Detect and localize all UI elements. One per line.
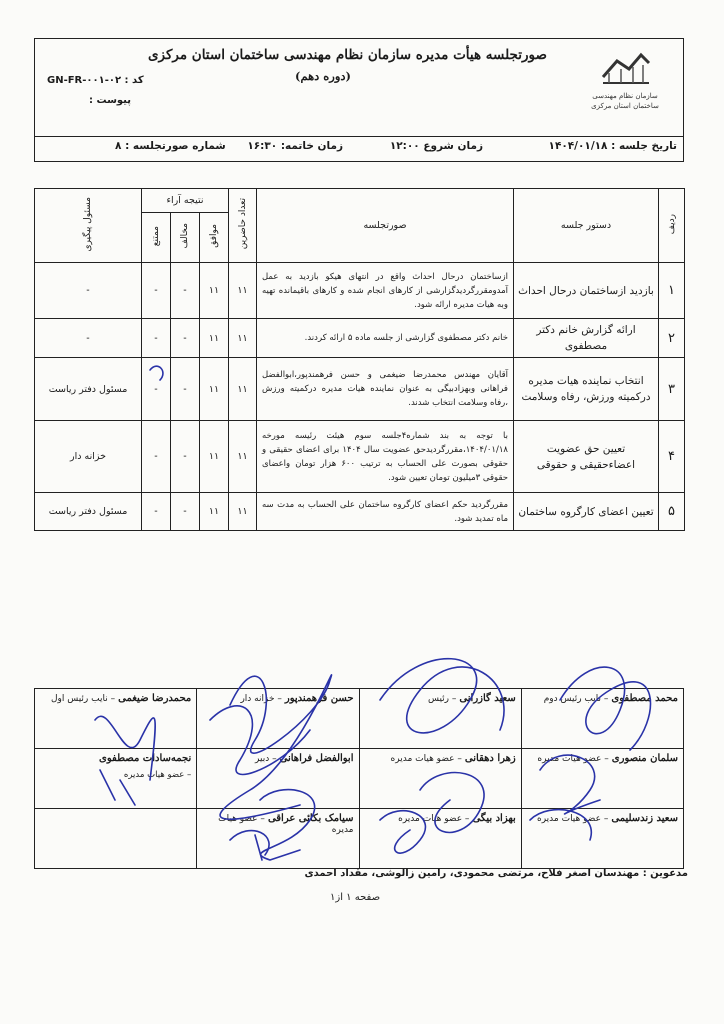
table-row xyxy=(35,421,685,493)
signer-role: – عضو هیات مدیره xyxy=(123,770,192,780)
table-row xyxy=(35,493,685,531)
minutes-text: مقررگردید حکم اعضای کارگروه ساختمان علی الحساب به مدت سه ماه تمدید شود. xyxy=(257,493,514,531)
disagree-count: - xyxy=(171,421,200,493)
signer-role: – عضو هیات مدیره xyxy=(218,814,354,835)
signer-name: سلمان منصوری xyxy=(611,753,678,764)
signer-role: – نایب رئیس دوم xyxy=(543,694,609,704)
responsible-party: خزانه دار xyxy=(35,421,142,493)
start-time: زمان شروع ۱۲:۰۰ xyxy=(389,140,483,152)
signer-name: زهرا دهقانی xyxy=(464,753,516,764)
disagree-count: - xyxy=(171,493,200,531)
signer-role: – خزانه دار xyxy=(240,694,282,704)
minutes-text: با توجه به بند شماره۴جلسه سوم هیئت رئیسه مورخه ۱۴۰۴/۰۱/۱۸،مقررگردیدحق عضویت سال ۱۴۰۴ برای اعضای حقیقی و حقوقی بصورت علی الحساب به ترتیب ۶۰۰ هزار تومان واعضای حقوقی ۳میلیون تومان تعیین شود. xyxy=(257,421,514,493)
responsible-party: مسئول دفتر ریاست xyxy=(35,358,142,421)
agenda-item: تعیین اعضای کارگروه ساختمان xyxy=(514,493,659,531)
table-row xyxy=(35,358,685,421)
signature-cell xyxy=(35,809,197,869)
agenda-item: بازدید ازساختمان درحال احداث xyxy=(514,263,659,319)
signature-cell xyxy=(35,749,197,809)
header-vote-result: نتیجه آراء xyxy=(142,189,229,213)
abstain-count: - xyxy=(142,263,171,319)
header-divider xyxy=(35,136,683,137)
signature-row xyxy=(35,809,684,869)
row-number: ۴ xyxy=(659,421,685,493)
minutes-text: خانم دکتر مصطفوی گزارشی از جلسه ماده ۵ ارائه کردند. xyxy=(257,319,514,358)
signer-role: – عضو هیات مدیره xyxy=(537,754,609,764)
row-number: ۱ xyxy=(659,263,685,319)
signature-cell xyxy=(359,689,521,749)
agree-count: ۱۱ xyxy=(200,319,229,358)
signature-cell xyxy=(197,809,359,869)
disagree-count: - xyxy=(171,358,200,421)
signature-cell xyxy=(197,749,359,809)
document-header xyxy=(34,38,684,162)
agree-count: ۱۱ xyxy=(200,263,229,319)
signer-name: سیامک بکائی عراقی xyxy=(267,813,354,824)
signature-cell xyxy=(197,689,359,749)
signer-role: – عضو هیات مدیره xyxy=(390,754,462,764)
header-responsible: مسئول پیگیری xyxy=(35,189,142,263)
disagree-count: - xyxy=(171,319,200,358)
present-count: ۱۱ xyxy=(229,358,257,421)
signature-cell xyxy=(521,689,683,749)
logo-caption: سازمان نظام مهندسی ساختمان استان مرکزی xyxy=(591,92,659,110)
row-number: ۳ xyxy=(659,358,685,421)
row-number: ۲ xyxy=(659,319,685,358)
agenda-item: ارائه گزارش خانم دکتر مصطفوی xyxy=(514,319,659,358)
organization-logo xyxy=(575,43,675,133)
disagree-count: - xyxy=(171,263,200,319)
agree-count: ۱۱ xyxy=(200,421,229,493)
invitees-line: مدعوین : مهندسان اصغر فلاح، مرتضی محمودی، رامین زالوشی، مقداد احمدی xyxy=(304,868,688,879)
signer-name: محمد مصطفوی xyxy=(611,693,678,704)
header-agenda: دستور جلسه xyxy=(514,189,659,263)
signer-role: – دبیر xyxy=(255,754,277,764)
signature-cell xyxy=(359,749,521,809)
signature-table xyxy=(34,688,684,869)
signer-name: محمدرضا ضیغمی xyxy=(118,693,192,704)
table-row xyxy=(35,263,685,319)
present-count: ۱۱ xyxy=(229,421,257,493)
signer-name: ابوالفضل فراهانی xyxy=(279,753,354,764)
document-subtitle: (دوره دهم) xyxy=(295,69,351,83)
header-abstain: ممتنع xyxy=(142,213,171,263)
signer-name: بهزاد بیگی xyxy=(472,813,516,824)
present-count: ۱۱ xyxy=(229,319,257,358)
header-minutes: صورتجلسه xyxy=(257,189,514,263)
minutes-table xyxy=(34,188,685,531)
document-title: صورتجلسه هیأت مدیره سازمان نظام مهندسی ساختمان استان مرکزی xyxy=(147,47,547,63)
abstain-count: - xyxy=(142,319,171,358)
agenda-item: تعیین حق عضویت اعضاءحقیقی و حقوقی xyxy=(514,421,659,493)
page-number: صفحه ۱ از۱ xyxy=(330,892,381,903)
signature-cell xyxy=(521,809,683,869)
abstain-count: - xyxy=(142,358,171,421)
signer-role: – نایب رئیس اول xyxy=(50,694,116,704)
responsible-party: مسئول دفتر ریاست xyxy=(35,493,142,531)
header-agree: موافق xyxy=(200,213,229,263)
signer-name: سعید گازرانی xyxy=(459,693,516,704)
minutes-text: ازساختمان درحال احداث واقع در انتهای هیکو بازدید به عمل آمدومقررگردیدگزارشی از کارهای انجام شده و کارهای باقیمانده تهیه وبه هیات مدیره ارائه شود. xyxy=(257,263,514,319)
signer-name: حسن فرهمندپور xyxy=(284,693,354,704)
attachment-label: پیوست : xyxy=(89,95,132,106)
header-present-count: تعداد حاضرین xyxy=(229,189,257,263)
row-number: ۵ xyxy=(659,493,685,531)
abstain-count: - xyxy=(142,421,171,493)
form-code: کد : GN-FR-۰۰۱-۰۲ xyxy=(47,75,144,86)
table-row xyxy=(35,319,685,358)
end-time: زمان خاتمه: ۱۶:۳۰ xyxy=(247,140,343,152)
abstain-count: - xyxy=(142,493,171,531)
meeting-date: تاریخ جلسه : ۱۴۰۴/۰۱/۱۸ xyxy=(548,140,677,152)
signature-row xyxy=(35,749,684,809)
responsible-party: - xyxy=(35,263,142,319)
responsible-party: - xyxy=(35,319,142,358)
present-count: ۱۱ xyxy=(229,493,257,531)
building-logo-icon xyxy=(599,47,653,87)
header-row-number: ردیف xyxy=(659,189,685,263)
agenda-item: انتخاب نماینده هیات مدیره درکمیته ورزش، رفاه وسلامت xyxy=(514,358,659,421)
agree-count: ۱۱ xyxy=(200,358,229,421)
signature-cell xyxy=(521,749,683,809)
signer-role: – عضو هیات مدیره xyxy=(398,814,470,824)
minutes-text: آقایان مهندس محمدرضا ضیغمی و حسن فرهمندپور،ابوالفضل فراهانی وبهزادبیگی به عنوان نماینده هیات مدیره درکمیته ورزش ،رفاه وسلامت انتخاب شدند. xyxy=(257,358,514,421)
meeting-number: شماره صورتجلسه : ۸ xyxy=(115,140,226,152)
signer-role: – رئیس xyxy=(427,694,457,704)
agree-count: ۱۱ xyxy=(200,493,229,531)
signer-name: سعید زندسلیمی xyxy=(611,813,678,824)
header-disagree: مخالف xyxy=(171,213,200,263)
signer-name: نجمه‌سادات مصطفوی xyxy=(99,753,192,764)
signature-cell xyxy=(35,689,197,749)
present-count: ۱۱ xyxy=(229,263,257,319)
signature-row xyxy=(35,689,684,749)
signer-role: – عضو هیات مدیره xyxy=(537,814,609,824)
signature-cell xyxy=(359,809,521,869)
